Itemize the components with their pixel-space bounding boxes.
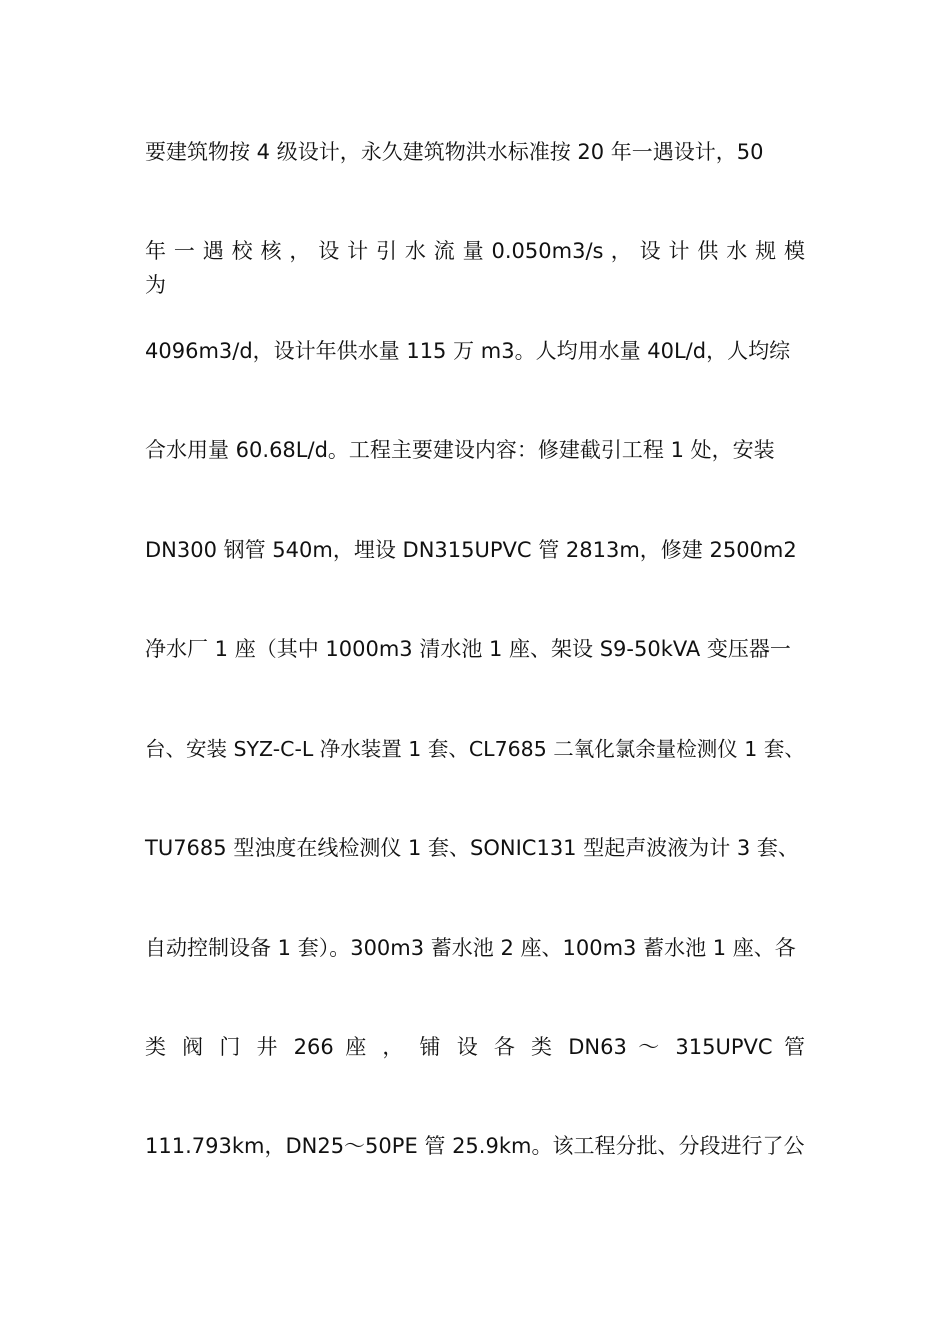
paragraph-line-6: 净水厂 1 座（其中 1000m3 清水池 1 座、架设 S9-50kVA 变压器一 — [145, 637, 791, 661]
paragraph-line-3: 4096m3/d，设计年供水量 115 万 m3。人均用水量 40L/d，人均综 — [145, 339, 791, 363]
paragraph-line-11: 111.793km，DN25～50PE 管 25.9km。该工程分批、分段进行了公 — [145, 1134, 805, 1158]
paragraph-line-9: 自动控制设备 1 套）。300m3 蓄水池 2 座、100m3 蓄水池 1 座、各 — [145, 936, 796, 960]
paragraph-line-7: 台、安装 SYZ-C-L 净水装置 1 套、CL7685 二氧化氯余量检测仪 1 套、 — [145, 737, 805, 761]
paragraph-line-1: 要建筑物按 4 级设计，永久建筑物洪水标准按 20 年一遇设计，50 — [145, 140, 764, 164]
paragraph-line-10: 类 阀 门 井 266 座 ， 铺 设 各 类 DN63 ～ 315UPVC 管 — [145, 1035, 805, 1059]
paragraph-line-2: 年 一 遇 校 核 ， 设 计 引 水 流 量 0.050m3/s ， 设 计 供 水 规 模 为 — [145, 239, 805, 297]
paragraph-line-4: 合水用量 60.68L/d。工程主要建设内容：修建截引工程 1 处，安装 — [145, 438, 775, 462]
paragraph-line-5: DN300 钢管 540m，埋设 DN315UPVC 管 2813m，修建 2500m2 — [145, 538, 797, 562]
paragraph-line-8: TU7685 型浊度在线检测仪 1 套、SONIC131 型起声波液为计 3 套、 — [145, 836, 799, 860]
